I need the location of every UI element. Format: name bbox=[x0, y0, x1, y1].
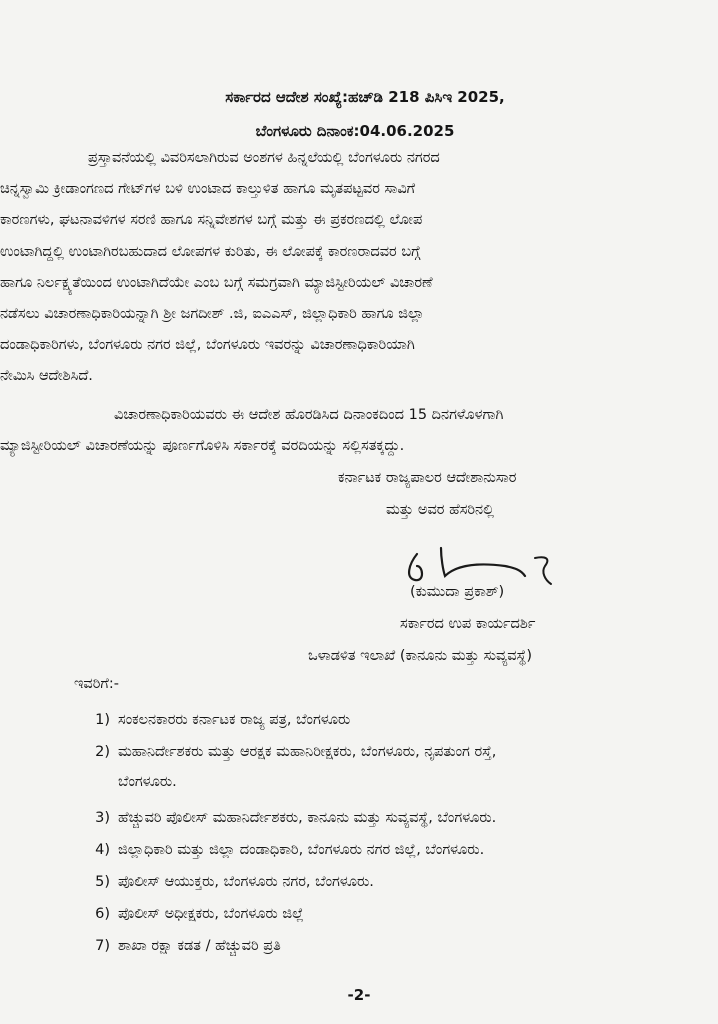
signer-designation: ಸರ್ಕಾರದ ಉಪ ಕಾರ್ಯದರ್ಶಿ bbox=[400, 616, 536, 632]
paragraph-line: ನಡೆಸಲು ವಿಚಾರಣಾಧಿಕಾರಿಯನ್ನಾಗಿ ಶ್ರೀ ಜಗದೀಶ್ .ಜಿ, ಐಎಎಸ್, ಜಿಲ್ಲಾಧಿಕಾರಿ ಹಾಗೂ ಜಿಲ್ಲಾ bbox=[0, 305, 425, 322]
paragraph-line: ಪ್ರಸ್ತಾವನೆಯಲ್ಲಿ ವಿವರಿಸಲಾಗಿರುವ ಅಂಶಗಳ ಹಿನ್ನಲೆಯಲ್ಲಿ ಬೆಂಗಳೂರು ನಗರದ bbox=[88, 150, 440, 166]
recipients-label: ಇವರಿಗೆ:- bbox=[74, 676, 119, 692]
paragraph-line: ಹಾಗೂ ನಿರ್ಲಕ್ಷ್ಯತೆಯಿಂದ ಉಂಟಾಗಿದೆಯೇ ಎಂಬ ಬಗ್ಗೆ ಸಮಗ್ರವಾಗಿ ಮ್ಯಾಜಿಸ್ಟೀರಿಯಲ್ ವಿಚಾರಣೆ bbox=[0, 274, 433, 291]
recipient-number: 3) bbox=[95, 810, 110, 826]
recipient-text: ಹೆಚ್ಚುವರಿ ಪೊಲೀಸ್ ಮಹಾನಿರ್ದೇಶಕರು, ಕಾನೂನು ಮತ್ತು ಸುವ್ಯವಸ್ಥೆ, ಬೆಂಗಳೂರು. bbox=[118, 810, 497, 826]
recipient-item-continuation bbox=[118, 774, 177, 790]
recipient-text: ಮಹಾನಿರ್ದೇಶಕರು ಮತ್ತು ಆರಕ್ಷಕ ಮಹಾನಿರೀಕ್ಷಕರು, ಬೆಂಗಳೂರು, ನೃಪತುಂಗ ರಸ್ತೆ, bbox=[118, 744, 497, 760]
signer-department: ಒಳಾಡಳಿತ ಇಲಾಖೆ (ಕಾನೂನು ಮತ್ತು ಸುವ್ಯವಸ್ಥೆ) bbox=[308, 648, 533, 664]
order-paragraph-1 bbox=[0, 143, 644, 393]
recipient-text: ಸಂಕಲನಕಾರರು ಕರ್ನಾಟಕ ರಾಜ್ಯ ಪತ್ರ, ಬೆಂಗಳೂರು bbox=[118, 712, 351, 728]
recipient-number: 5) bbox=[95, 874, 110, 890]
signer-name: (ಕುಮುದಾ ಪ್ರಕಾಶ್) bbox=[410, 584, 505, 600]
paragraph-line: ದಂಡಾಧಿಕಾರಿಗಳು, ಬೆಂಗಳೂರು ನಗರ ಜಿಲ್ಲೆ, ಬೆಂಗಳೂರು ಇವರನ್ನು ವಿಚಾರಣಾಧಿಕಾರಿಯಾಗಿ bbox=[0, 337, 415, 354]
governor-name-line: ಮತ್ತು ಅವರ ಹೆಸರಿನಲ್ಲಿ bbox=[386, 502, 495, 518]
paragraph-line: ಕಾರಣಗಳು, ಘಟನಾವಳಿಗಳ ಸರಣಿ ಹಾಗೂ ಸನ್ನಿವೇಶಗಳ ಬಗ್ಗೆ ಮತ್ತು ಈ ಪ್ರಕರಣದಲ್ಲಿ ಲೋಪ bbox=[0, 212, 423, 229]
recipient-number: 7) bbox=[95, 938, 110, 954]
governor-order-line: ಕರ್ನಾಟಕ ರಾಜ್ಯಪಾಲರ ಆದೇಶಾನುಸಾರ bbox=[338, 470, 517, 486]
order-paragraph-2 bbox=[0, 400, 648, 462]
recipient-number: 6) bbox=[95, 906, 110, 922]
recipient-number: 2) bbox=[95, 744, 110, 760]
recipient-text: ಶಾಖಾ ರಕ್ಷಾ ಕಡತ / ಹೆಚ್ಚುವರಿ ಪ್ರತಿ bbox=[118, 938, 281, 954]
recipient-text: ಬೆಂಗಳೂರು. bbox=[118, 774, 177, 790]
recipient-text: ಪೊಲೀಸ್ ಅಧೀಕ್ಷಕರು, ಬೆಂಗಳೂರು ಜಿಲ್ಲೆ bbox=[118, 906, 304, 922]
place-date: ಬೆಂಗಳೂರು ದಿನಾಂಕ:04.06.2025 bbox=[255, 122, 455, 140]
paragraph-line: ವಿಚಾರಣಾಧಿಕಾರಿಯವರು ಈ ಆದೇಶ ಹೊರಡಿಸಿದ ದಿನಾಂಕದಿಂದ 15 ದಿನಗಳೊಳಗಾಗಿ bbox=[114, 407, 504, 423]
paragraph-line: ಮ್ಯಾಜಿಸ್ಟೀರಿಯಲ್ ವಿಚಾರಣೆಯನ್ನು ಪೂರ್ಣಗೊಳಿಸಿ ಸರ್ಕಾರಕ್ಕೆ ವರದಿಯನ್ನು ಸಲ್ಲಿಸತಕ್ಕದ್ದು. bbox=[0, 438, 405, 455]
recipient-number: 4) bbox=[95, 842, 110, 858]
paragraph-line: ಉಂಟಾಗಿದ್ದಲ್ಲಿ ಉಂಟಾಗಿರಬಹುದಾದ ಲೋಪಗಳ ಕುರಿತು, ಈ ಲೋಪಕ್ಕೆ ಕಾರಣರಾದವರ ಬಗ್ಗೆ bbox=[0, 243, 421, 260]
recipient-text: ಪೊಲೀಸ್ ಆಯುಕ್ತರು, ಬೆಂಗಳೂರು ನಗರ, ಬೆಂಗಳೂರು. bbox=[118, 874, 374, 890]
page-number: -2- bbox=[347, 986, 371, 1004]
recipient-text: ಜಿಲ್ಲಾಧಿಕಾರಿ ಮತ್ತು ಜಿಲ್ಲಾ ದಂಡಾಧಿಕಾರಿ, ಬೆಂಗಳೂರು ನಗರ ಜಿಲ್ಲೆ, ಬೆಂಗಳೂರು. bbox=[118, 842, 485, 858]
paragraph-line: ನೇಮಿಸಿ ಆದೇಶಿಸಿದೆ. bbox=[0, 368, 93, 385]
recipient-number: 1) bbox=[95, 712, 110, 728]
order-number: ಸರ್ಕಾರದ ಆದೇಶ ಸಂಖ್ಯೆ:ಹಚ್‌ಡಿ 218 ಪಿಸಿಇ 2025, bbox=[225, 88, 505, 106]
paragraph-line: ಚಿನ್ನಸ್ವಾಮಿ ಕ್ರೀಡಾಂಗಣದ ಗೇಟ್‌ಗಳ ಬಳಿ ಉಂಟಾದ ಕಾಲ್ತುಳಿತ ಹಾಗೂ ಮೃತಪಟ್ಟವರ ಸಾವಿಗೆ bbox=[0, 181, 416, 198]
